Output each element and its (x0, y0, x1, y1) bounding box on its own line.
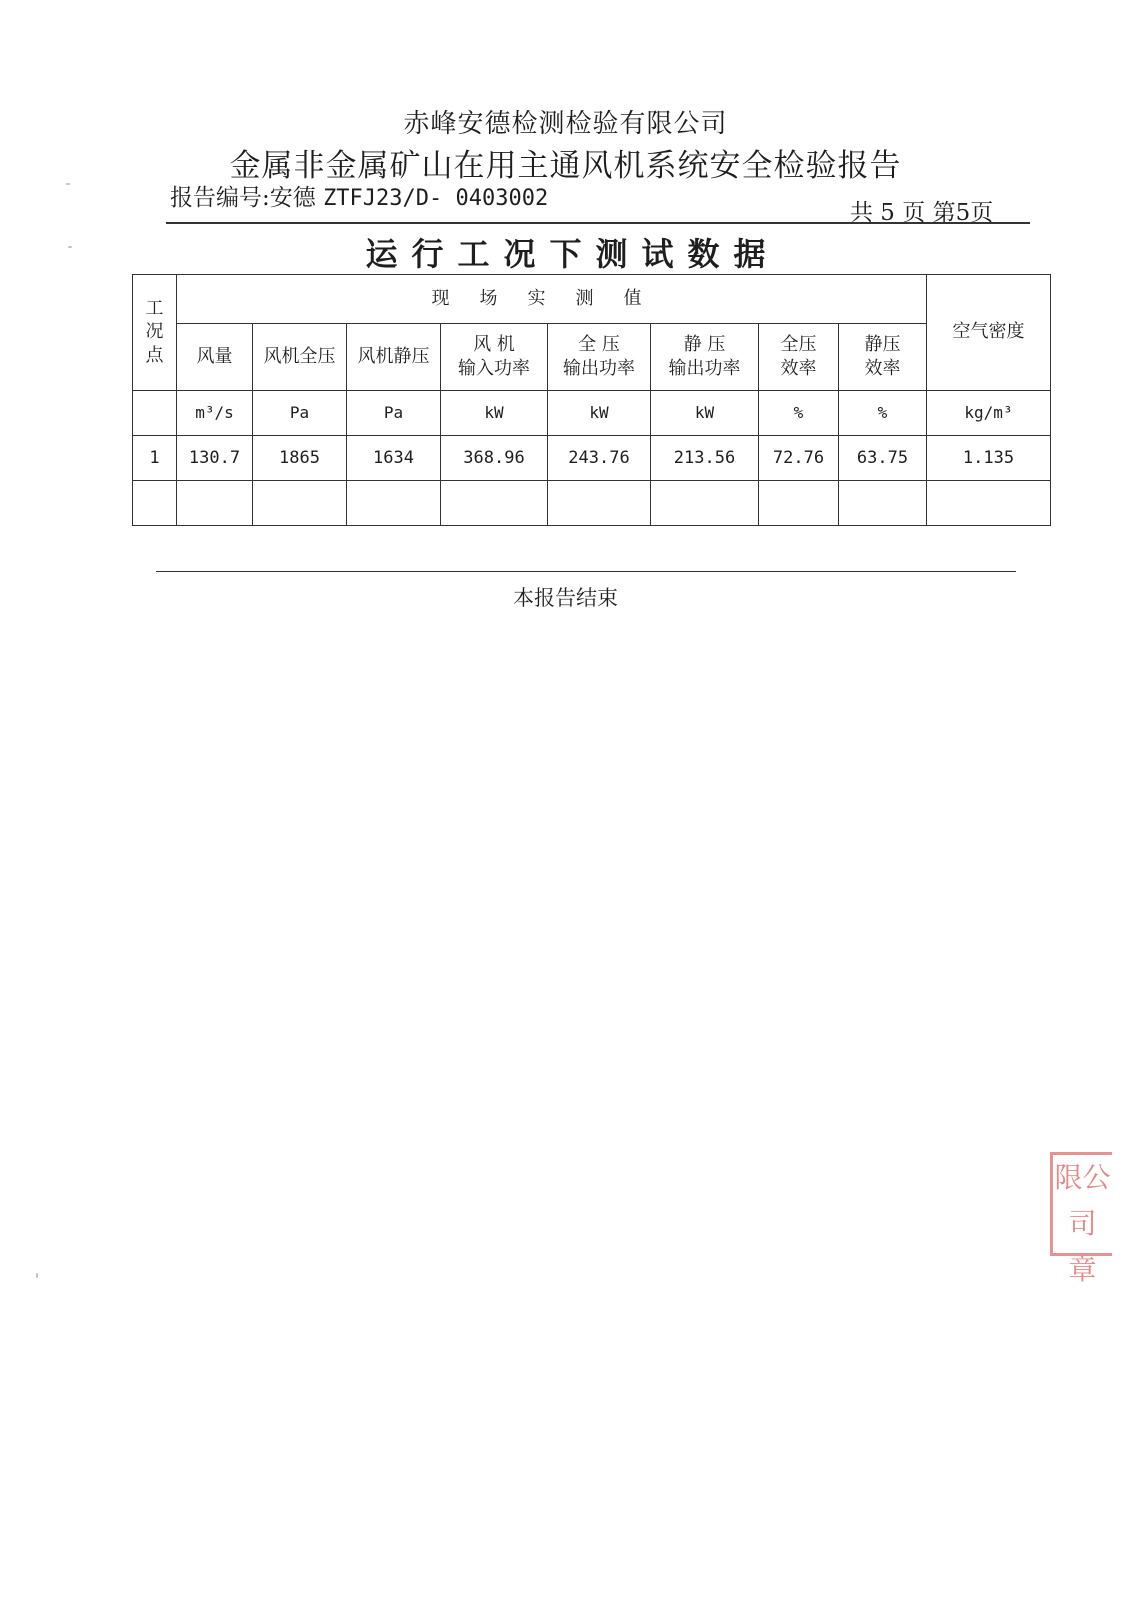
column-header-air-volume: 风量 (177, 324, 253, 391)
scan-speck (66, 183, 70, 185)
column-header-total-efficiency: 全压 效率 (759, 324, 839, 391)
unit-cell: % (759, 391, 839, 436)
unit-cell-empty (133, 391, 177, 436)
unit-cell: Pa (347, 391, 441, 436)
value-cell: 213.56 (651, 436, 759, 481)
operating-point-cell: 1 (133, 436, 177, 481)
value-cell (253, 481, 347, 526)
end-divider (156, 571, 1016, 572)
column-header-input-power: 风 机 输入功率 (441, 324, 548, 391)
density-cell (927, 481, 1051, 526)
company-name: 赤峰安德检测检验有限公司 (403, 109, 728, 139)
value-cell (651, 481, 759, 526)
value-cell (441, 481, 548, 526)
value-cell: 1865 (253, 436, 347, 481)
value-cell: 368.96 (441, 436, 548, 481)
scan-speck (68, 246, 72, 248)
table-row (133, 436, 1051, 481)
unit-cell: Pa (253, 391, 347, 436)
operating-point-header-char: 工 (145, 297, 164, 319)
column-header-static-pressure: 风机静压 (347, 324, 441, 391)
value-cell: 243.76 (548, 436, 651, 481)
unit-cell: kW (651, 391, 759, 436)
report-end-text: 本报告结束 (513, 586, 618, 610)
value-cell (347, 481, 441, 526)
test-data-table (132, 274, 1051, 526)
header-divider (166, 222, 1030, 224)
value-cell (839, 481, 927, 526)
operating-point-header (133, 275, 177, 391)
value-cell: 130.7 (177, 436, 253, 481)
density-cell: 1.135 (927, 436, 1051, 481)
air-density-header: 空气密度 (927, 275, 1051, 391)
value-cell: 72.76 (759, 436, 839, 481)
unit-cell: kg/m³ (927, 391, 1051, 436)
page-info: 共 5 页 第5页 (850, 200, 994, 226)
column-header-total-output-power: 全 压 输出功率 (548, 324, 651, 391)
unit-cell: kW (548, 391, 651, 436)
unit-cell: kW (441, 391, 548, 436)
field-measured-group-header: 现场实测值 (177, 275, 927, 324)
value-cell (759, 481, 839, 526)
value-cell (177, 481, 253, 526)
section-title: 运行工况下测试数据 (365, 235, 780, 273)
report-number-value: ZTFJ23/D- 0403002 (323, 186, 549, 211)
column-header-static-output-power: 静 压 输出功率 (651, 324, 759, 391)
report-number-label: 报告编号:安德 (170, 185, 316, 211)
operating-point-cell (133, 481, 177, 526)
unit-cell: % (839, 391, 927, 436)
value-cell (548, 481, 651, 526)
report-title: 金属非金属矿山在用主通风机系统安全检验报告 (229, 148, 902, 184)
value-cell: 1634 (347, 436, 441, 481)
operating-point-header-char: 况 (145, 321, 164, 343)
operating-point-header-char: 点 (145, 344, 164, 366)
column-header-total-pressure: 风机全压 (253, 324, 347, 391)
company-seal-stamp: 限公司 章 (1050, 1152, 1112, 1256)
scan-speck (36, 1273, 38, 1278)
value-cell: 63.75 (839, 436, 927, 481)
report-number (170, 179, 548, 212)
unit-cell: m³/s (177, 391, 253, 436)
table-row (133, 481, 1051, 526)
column-header-static-efficiency: 静压 效率 (839, 324, 927, 391)
